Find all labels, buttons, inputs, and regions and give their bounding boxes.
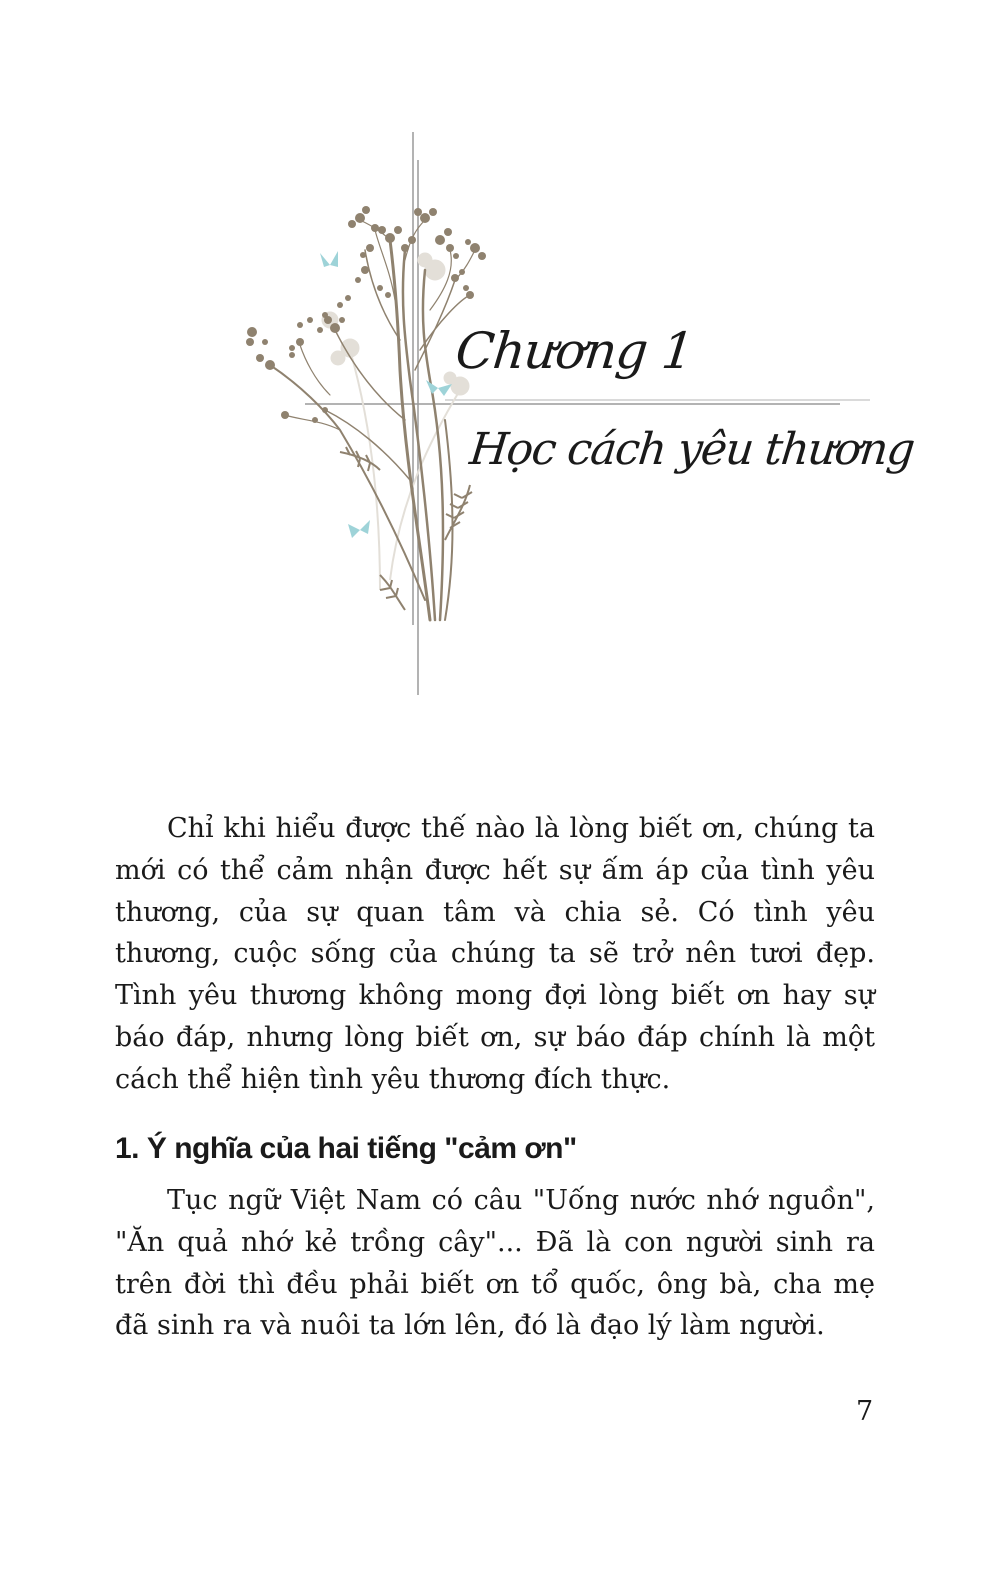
intro-paragraph: Chỉ khi hiểu được thế nào là lòng biết ơn, chúng ta mới có thể cảm nhận được hết sự ấm áp của tình yêu thương, của sự quan tâm và chia sẻ. Có tình yêu thương, cuộc sống của chúng ta sẽ trở nên tươi đẹp. Tình yêu thương không mong đợi lòng biết ơn hay sự báo đáp, nhưng lòng biết ơn, sự báo đáp chính là một cách thể hiện tình yêu thương đích thực. [115, 813, 875, 1095]
chapter-title: Học cách yêu thương [467, 424, 917, 475]
plant-stems [270, 220, 475, 620]
chapter-illustration [230, 120, 890, 710]
page-number: 7 [856, 1396, 874, 1427]
section-heading: 1. Ý nghĩa của hai tiếng "cảm ơn" [115, 1132, 577, 1165]
section-paragraph: Tục ngữ Việt Nam có câu "Uống nước nhớ nguồn", "Ăn quả nhớ kẻ trồng cây"... Đã là con người sinh ra trên đời thì đều phải biết ơn tổ quốc, ông bà, cha mẹ đã sinh ra và nuôi ta lớn lên, đó là đạo lý làm người. [115, 1185, 875, 1342]
chapter-label: Chương 1 [452, 322, 696, 380]
plant-flower-clusters [246, 206, 486, 423]
